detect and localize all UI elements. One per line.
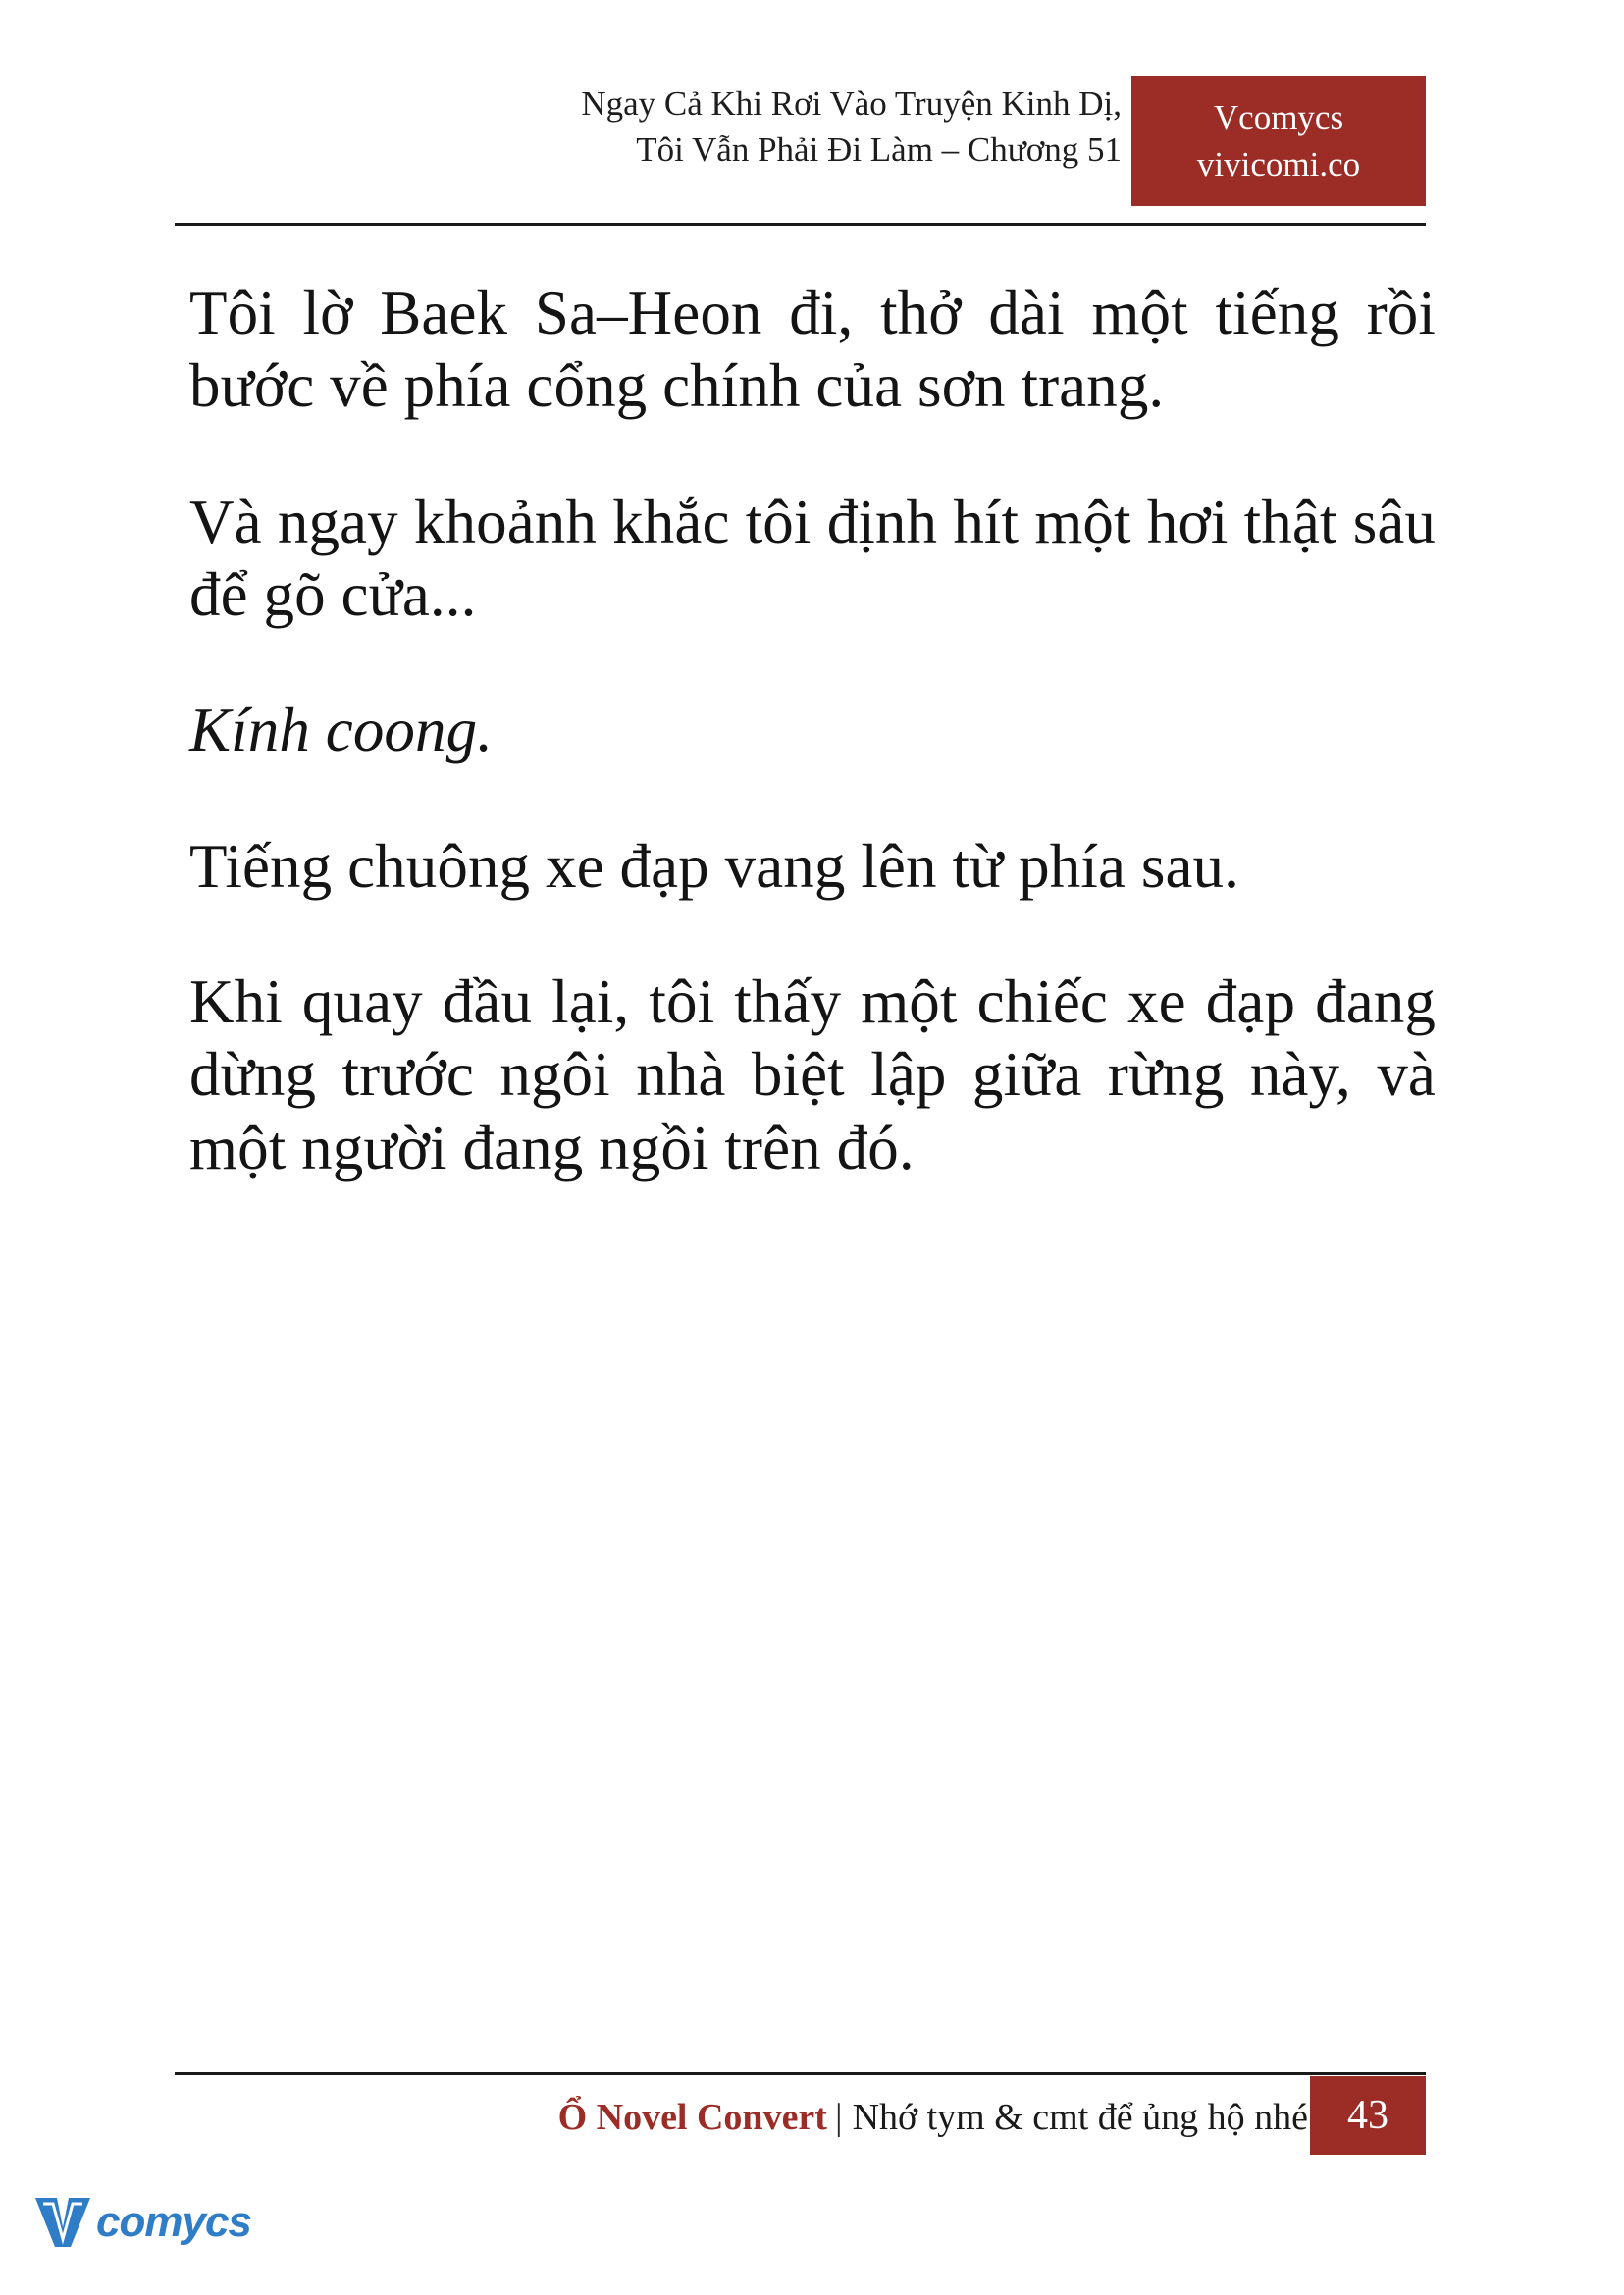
chapter-title-line-1: Ngay Cả Khi Rơi Vào Truyện Kinh Dị, (581, 84, 1122, 123)
paragraph: Khi quay đầu lại, tôi thấy một chiếc xe đạp đang dừng trước ngôi nhà biệt lập giữa rừng này, và một người đang ngồi trên đó. (189, 966, 1436, 1182)
paragraph: Tôi lờ Baek Sa–Heon đi, thở dài một tiếng rồi bước về phía cổng chính của sơn trang. (189, 279, 1436, 421)
vcomycs-watermark-text: comycs (96, 2198, 251, 2246)
footer-separator: | (834, 2097, 843, 2138)
chapter-title-line-2: Tôi Vẫn Phải Đi Làm – Chương 51 (636, 130, 1122, 170)
site-badge (1131, 76, 1426, 206)
vcomycs-watermark (33, 2188, 279, 2257)
vcomycs-logo-icon (33, 2194, 92, 2251)
footer-credit (558, 2082, 1308, 2153)
page-header (175, 80, 1426, 218)
paragraph-sound-effect: Kính coong. (189, 696, 494, 765)
chapter-title (297, 80, 1122, 174)
site-badge-url: vivicomi.co (1196, 144, 1361, 183)
paragraph: Tiếng chuông xe đạp vang lên từ phía sau. (189, 831, 1239, 901)
chapter-body (189, 277, 1436, 1247)
footer-divider (175, 2072, 1426, 2075)
paragraph: Và ngay khoảnh khắc tôi định hít một hơi thật sâu để gõ cửa... (189, 487, 1436, 629)
page-footer (175, 2082, 1426, 2153)
page-number-badge: 43 (1310, 2076, 1426, 2155)
footer-note: Nhớ tym & cmt để ủng hộ nhé (852, 2097, 1308, 2138)
site-badge-name: Vcomycs (1213, 98, 1344, 137)
footer-brand: Ổ Novel Convert (557, 2097, 827, 2138)
header-divider (175, 223, 1426, 226)
